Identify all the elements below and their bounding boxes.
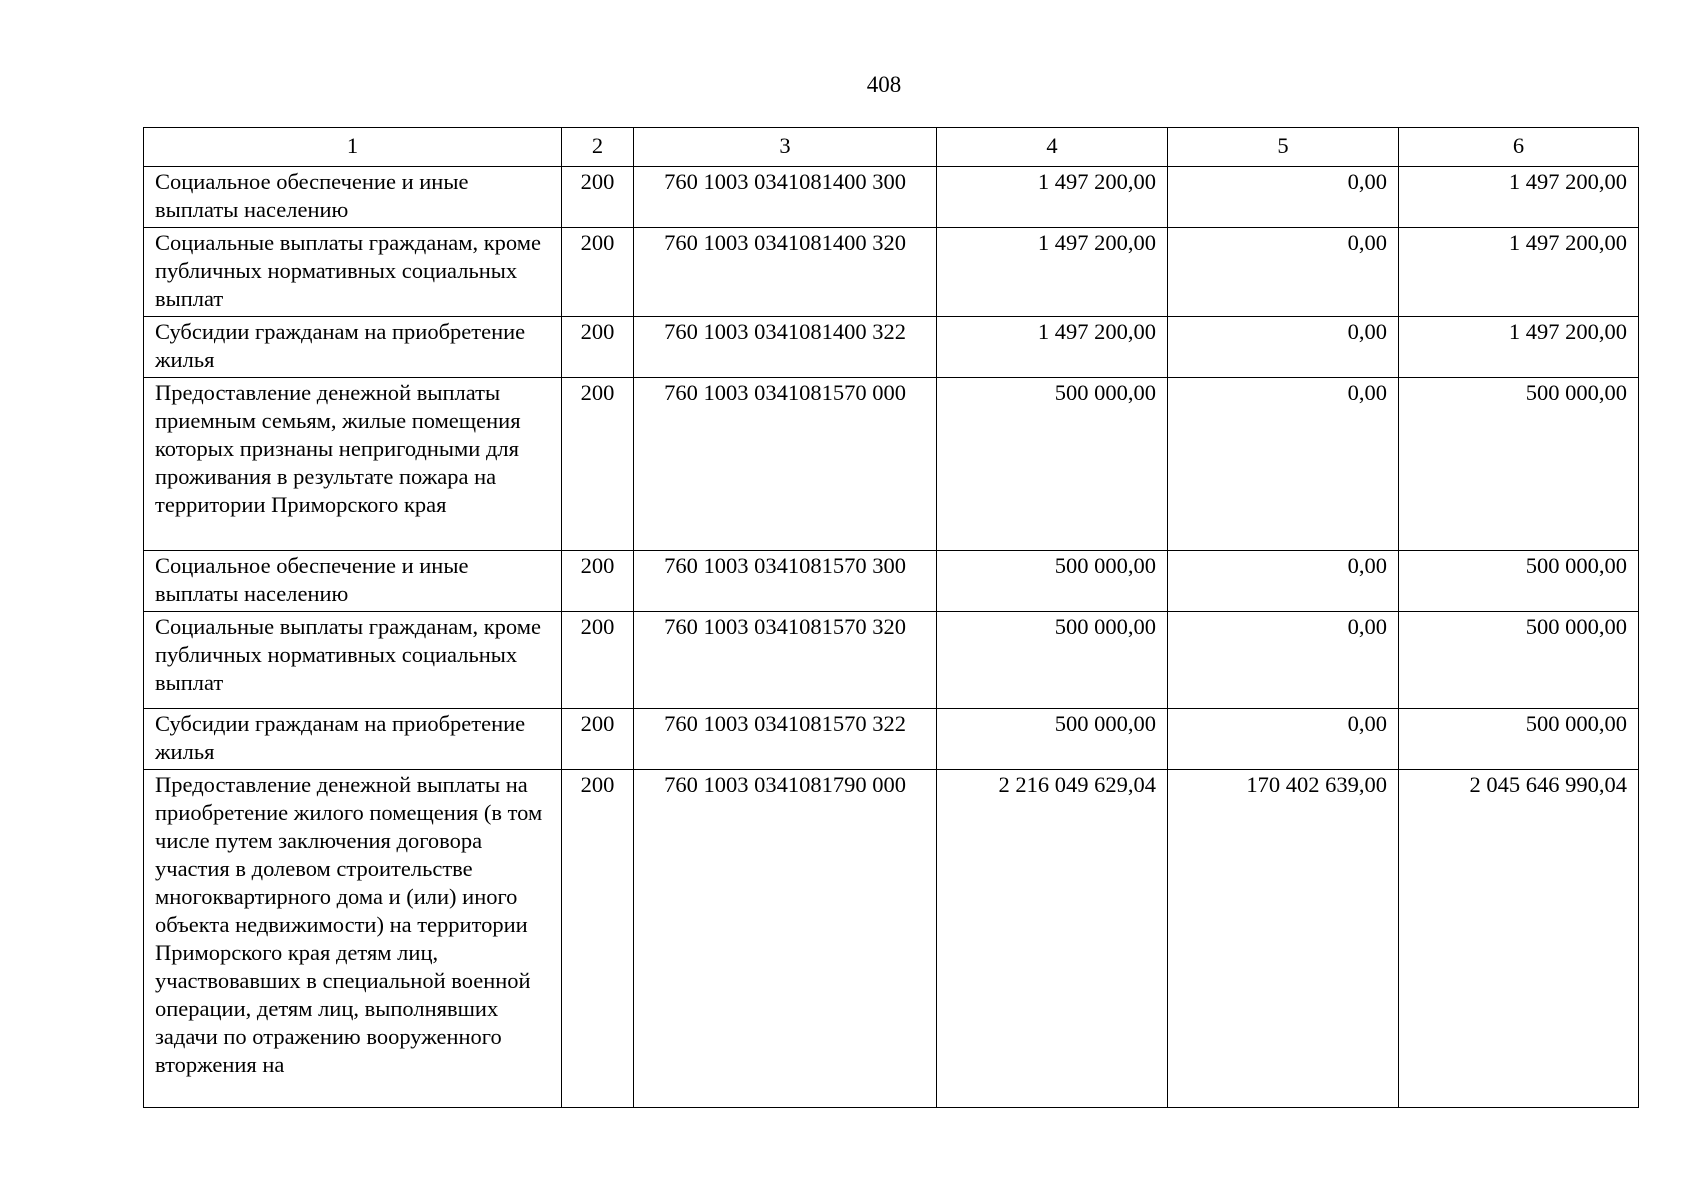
row-col5: 0,00 [1168,167,1399,228]
table-row [144,317,1639,378]
row-code: 200 [562,770,634,1108]
row-kbk: 760 1003 0341081570 300 [634,551,937,612]
row-code: 200 [562,317,634,378]
table-header-row [144,128,1639,167]
row-kbk: 760 1003 0341081400 322 [634,317,937,378]
table-row [144,709,1639,770]
row-col4: 500 000,00 [937,709,1168,770]
table-row [144,167,1639,228]
table-row [144,770,1639,1108]
table-row [144,228,1639,317]
row-name: Субсидии гражданам на приобретение жилья [144,317,562,378]
table-row [144,378,1639,551]
row-col6: 1 497 200,00 [1399,317,1639,378]
row-col6: 500 000,00 [1399,551,1639,612]
row-kbk: 760 1003 0341081400 300 [634,167,937,228]
header-col-6: 6 [1399,128,1639,167]
row-code: 200 [562,167,634,228]
header-col-3: 3 [634,128,937,167]
table-row [144,551,1639,612]
header-col-4: 4 [937,128,1168,167]
row-kbk: 760 1003 0341081400 320 [634,228,937,317]
row-col5: 0,00 [1168,612,1399,709]
row-col6: 1 497 200,00 [1399,228,1639,317]
row-col4: 1 497 200,00 [937,167,1168,228]
row-code: 200 [562,228,634,317]
row-col5: 0,00 [1168,228,1399,317]
row-kbk: 760 1003 0341081570 000 [634,378,937,551]
row-name: Социальное обеспечение и иные выплаты населению [144,551,562,612]
row-col5: 0,00 [1168,709,1399,770]
row-col4: 500 000,00 [937,378,1168,551]
row-col5: 0,00 [1168,317,1399,378]
row-code: 200 [562,378,634,551]
row-col4: 1 497 200,00 [937,228,1168,317]
budget-table [143,127,1639,1108]
row-col5: 0,00 [1168,551,1399,612]
row-col5: 170 402 639,00 [1168,770,1399,1108]
header-col-5: 5 [1168,128,1399,167]
row-col6: 1 497 200,00 [1399,167,1639,228]
row-name: Субсидии гражданам на приобретение жилья [144,709,562,770]
row-kbk: 760 1003 0341081570 320 [634,612,937,709]
row-col6: 2 045 646 990,04 [1399,770,1639,1108]
row-code: 200 [562,551,634,612]
page-number: 408 [866,72,902,97]
row-col5: 0,00 [1168,378,1399,551]
row-col4: 500 000,00 [937,551,1168,612]
row-name: Социальные выплаты гражданам, кроме публичных нормативных социальных выплат [144,228,562,317]
row-kbk: 760 1003 0341081790 000 [634,770,937,1108]
row-code: 200 [562,612,634,709]
row-col4: 500 000,00 [937,612,1168,709]
row-kbk: 760 1003 0341081570 322 [634,709,937,770]
row-col6: 500 000,00 [1399,612,1639,709]
row-name: Социальные выплаты гражданам, кроме публичных нормативных социальных выплат [144,612,562,709]
header-col-2: 2 [562,128,634,167]
row-name: Социальное обеспечение и иные выплаты населению [144,167,562,228]
row-col6: 500 000,00 [1399,709,1639,770]
row-col6: 500 000,00 [1399,378,1639,551]
row-col4: 2 216 049 629,04 [937,770,1168,1108]
header-col-1: 1 [144,128,562,167]
row-name: Предоставление денежной выплаты на приобретение жилого помещения (в том числе путем заключения договора участия в долевом строительстве многоквартирного дома и (или) иного объекта недвижимости) на территории Приморского края детям лиц, участвовавших в специальной военной операции, детям лиц, выполнявших задачи по отражению вооруженного вторжения на [144,770,562,1108]
row-col4: 1 497 200,00 [937,317,1168,378]
row-code: 200 [562,709,634,770]
table-row [144,612,1639,709]
row-name: Предоставление денежной выплаты приемным семьям, жилые помещения которых признаны непригодными для проживания в результате пожара на территории Приморского края [144,378,562,551]
